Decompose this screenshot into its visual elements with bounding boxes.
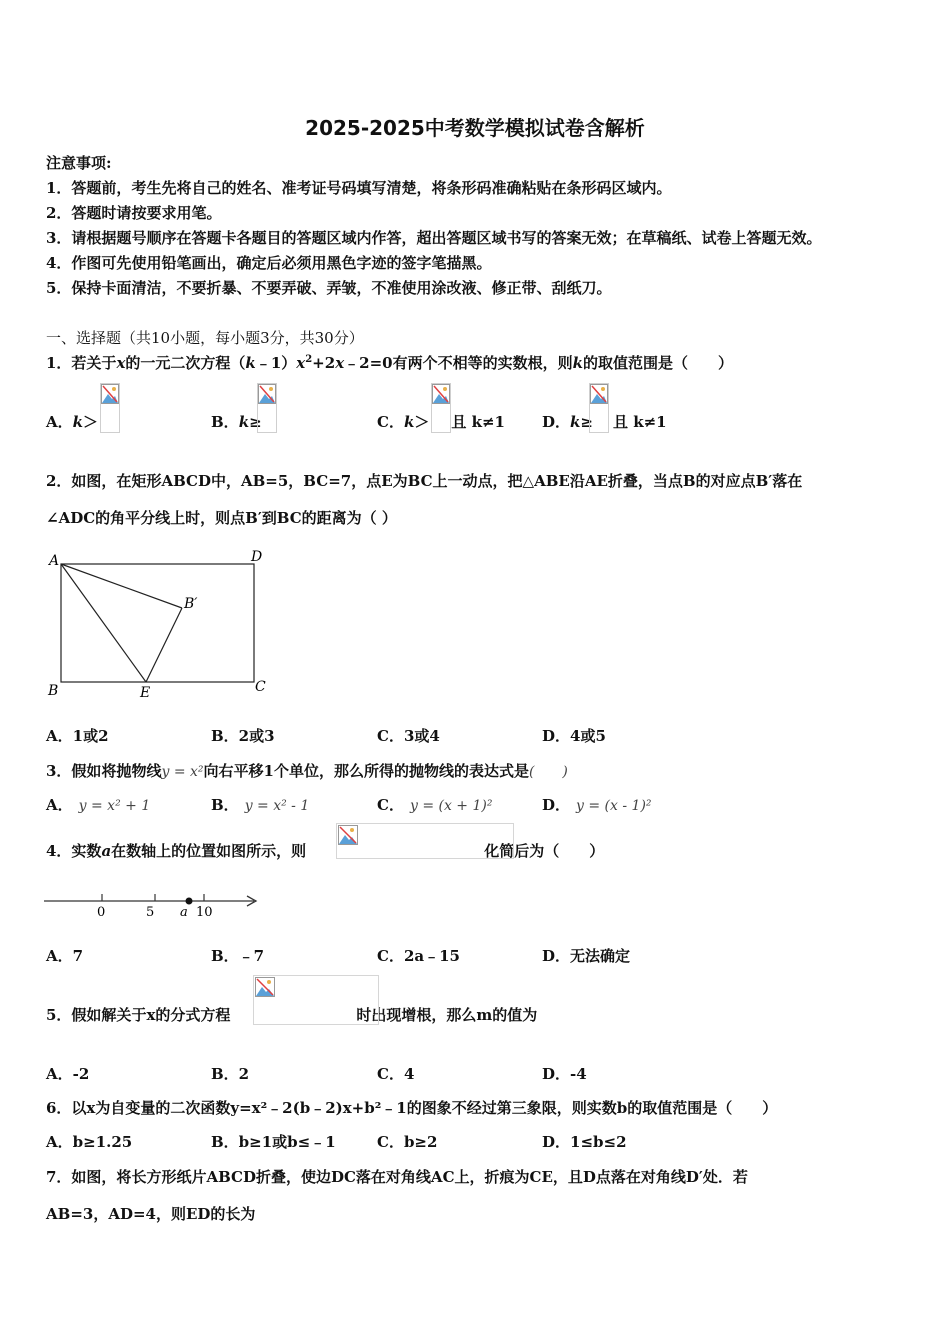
label-e: E (140, 685, 151, 701)
question-6-stem: 6．以x为自变量的二次函数y=x²﹣2(b﹣2)x+b²﹣1的图象不经过第三象限，则实数b的取值范围是（ ） (46, 1099, 778, 1117)
label-b: B (48, 683, 59, 699)
q2-option-a[interactable]: A．1或2 (46, 727, 109, 745)
broken-image-icon (432, 384, 450, 404)
label-c: C (255, 679, 266, 695)
q3-option-b[interactable]: B． y = x² - 1 (211, 796, 310, 814)
notice-item: 1．答题前，考生先将自己的姓名、准考证号码填写清楚，将条形码准确粘贴在条形码区域内。 (46, 179, 672, 197)
q3-option-c[interactable]: C． y = (x + 1)² (377, 796, 493, 814)
q5-option-d[interactable]: D．-4 (542, 1065, 587, 1083)
broken-image-icon (101, 384, 119, 404)
question-4-stem: 4．实数a在数轴上的位置如图所示，则 化简后为（ ） (46, 842, 605, 860)
notice-item: 4．作图可先使用铅笔画出，确定后必须用黑色字迹的签字笔描黑。 (46, 254, 492, 272)
q3-option-d[interactable]: D． y = (x - 1)² (542, 796, 652, 814)
question-7-stem-line2: AB=3，AD=4，则ED的长为 (46, 1205, 256, 1223)
notice-item: 5．保持卡面清洁，不要折暴、不要弄破、弄皱，不准使用涂改液、修正带、刮纸刀。 (46, 279, 612, 297)
q1-option-a[interactable]: A．k＞ (46, 413, 99, 431)
q2-option-c[interactable]: C．3或4 (377, 727, 440, 745)
q6-option-c[interactable]: C．b≥2 (377, 1133, 438, 1151)
question-3-stem: 3．假如将抛物线y = x²向右平移1个单位，那么所得的抛物线的表达式是( ) (46, 762, 568, 780)
segment-ab-prime (61, 564, 182, 608)
q6-option-a[interactable]: A．b≥1.25 (46, 1133, 133, 1151)
notice-item: 3．请根据题号顺序在答题卡各题目的答题区域内作答，超出答题区域书写的答案无效；在草稿纸、试卷上答题无效。 (46, 229, 822, 247)
label-b-prime: B′ (184, 596, 198, 612)
question-2-stem-line2: ∠ADC的角平分线上时，则点B′到BC的距离为（ ） (46, 509, 397, 527)
q1-option-c[interactable]: C．k＞ 且 k≠1 (377, 413, 505, 431)
point-a (186, 898, 193, 905)
broken-image-icon (590, 384, 608, 404)
fraction-image-placeholder (589, 383, 609, 433)
q4-option-c[interactable]: C．2a﹣15 (377, 947, 460, 965)
broken-image-icon (338, 825, 358, 845)
q3-option-a[interactable]: A． y = x² + 1 (46, 796, 151, 814)
question-1-stem: 1．若关于x的一元二次方程$(k﹣1)x^2+2x﹣2=0$有两个不相等的实数根，则k的取值范围是（ ） (46, 354, 734, 372)
label-d: D (251, 549, 263, 565)
formula-image-placeholder (336, 823, 514, 859)
q5-option-b[interactable]: B．2 (211, 1065, 250, 1083)
fraction-image-placeholder (100, 383, 120, 433)
broken-image-icon (258, 384, 276, 404)
rectangle-fold-figure (44, 545, 284, 705)
fraction-image-placeholder (431, 383, 451, 433)
section-heading: 一、选择题（共10小题，每小题3分，共30分） (46, 329, 364, 347)
fraction-image-placeholder (257, 383, 277, 433)
q4-option-a[interactable]: A．7 (46, 947, 84, 965)
segment-b-prime-e (146, 608, 182, 682)
label-a: A (49, 553, 60, 569)
segment-ae (61, 564, 146, 682)
number-line (44, 888, 264, 922)
page-title: 2025-2025中考数学模拟试卷含解析 (305, 116, 645, 140)
q2-option-b[interactable]: B．2或3 (211, 727, 275, 745)
formula-image-placeholder (253, 975, 379, 1025)
tick-label-0: 0 (97, 905, 106, 920)
q4-option-b[interactable]: B．﹣7 (211, 947, 265, 965)
tick-label-10: 10 (196, 905, 213, 920)
q5-option-c[interactable]: C．4 (377, 1065, 415, 1083)
notice-item: 2．答题时请按要求用笔。 (46, 204, 222, 222)
q1-option-b[interactable]: B．k≥ (211, 413, 262, 431)
tick-label-5: 5 (146, 905, 155, 920)
q5-option-a[interactable]: A．-2 (46, 1065, 90, 1083)
question-2-stem-line1: 2．如图，在矩形ABCD中，AB=5，BC=7，点E为BC上一动点，把△ABE沿AE折叠，当点B的对应点B′落在 (46, 472, 803, 490)
q4-option-d[interactable]: D．无法确定 (542, 947, 631, 965)
notice-heading: 注意事项: (46, 154, 112, 172)
q6-option-b[interactable]: B．b≥1或b≤﹣1 (211, 1133, 336, 1151)
tick-label-a: a (180, 905, 188, 920)
q6-option-d[interactable]: D．1≤b≤2 (542, 1133, 627, 1151)
rectangle-abcd (61, 564, 254, 682)
question-5-stem: 5．假如解关于x的分式方程 时出现增根，那么m的值为 (46, 1006, 538, 1024)
q2-option-d[interactable]: D．4或5 (542, 727, 606, 745)
q1-option-d[interactable]: D．k≥ 且 k≠1 (542, 413, 667, 431)
question-7-stem-line1: 7．如图，将长方形纸片ABCD折叠，使边DC落在对角线AC上，折痕为CE，且D点落在对角线D′处．若 (46, 1168, 748, 1186)
broken-image-icon (255, 977, 275, 997)
